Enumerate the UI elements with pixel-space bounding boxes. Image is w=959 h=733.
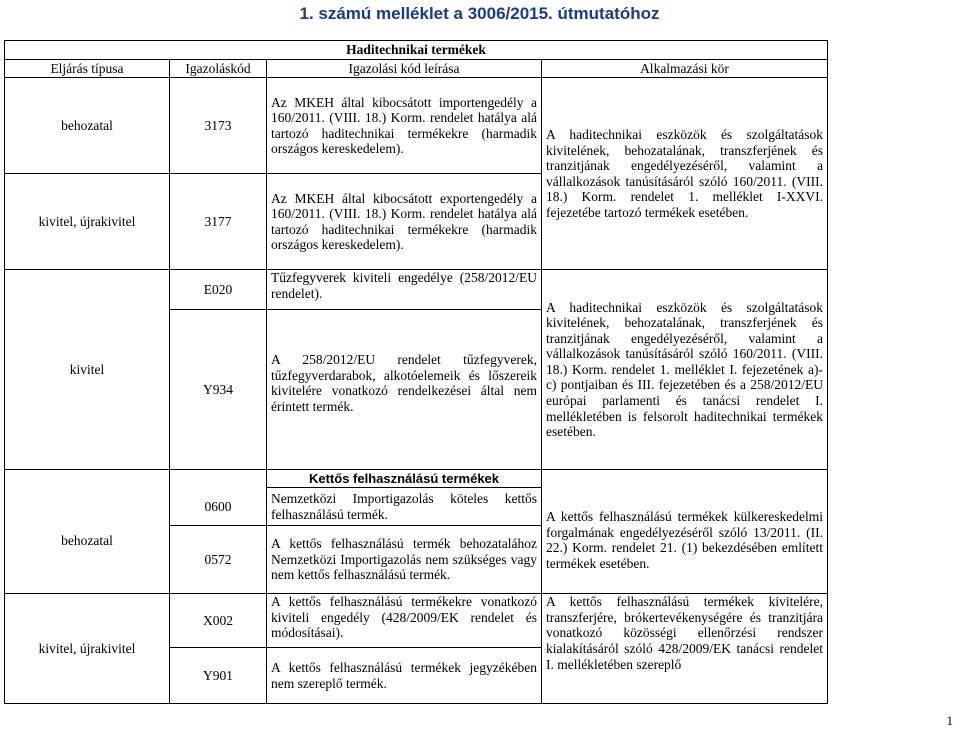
code-value: 3177 <box>170 174 267 270</box>
table-row <box>5 78 828 174</box>
code-description: A kettős felhasználású termékek jegyzékében nem szereplő termék. <box>267 648 542 704</box>
code-description: Nemzetközi Importigazolás köteles kettős felhasználású termék. <box>267 488 542 526</box>
empty-cell <box>542 470 828 488</box>
page-number: 1 <box>946 713 953 728</box>
header-code-description: Igazolási kód leírása <box>267 59 542 78</box>
code-value: E020 <box>170 270 267 310</box>
empty-cell <box>170 470 267 488</box>
section-row-dual-use <box>5 470 828 488</box>
code-value: 0600 <box>170 488 267 526</box>
codes-table <box>4 40 828 704</box>
table-row <box>5 594 828 648</box>
header-procedure-type: Eljárás típusa <box>5 59 170 78</box>
header-scope: Alkalmazási kör <box>542 59 828 78</box>
section-title-military: Haditechnikai termékek <box>5 41 828 60</box>
scope-text: A haditechnikai eszközök és szolgáltatások kivitelének, behozatalának, transzferjének és tranzitjának engedélyezéséről, valamint a vállalkozások tanúsításáról szóló 160/2011. (VIII. 18.) Korm. rendelet 1. melléklet I-XXVI. fejezetébe tartozó termékek esetében. <box>542 78 828 270</box>
code-description: Az MKEH által kibocsátott importengedély a 160/2011. (VIII. 18.) Korm. rendelet hatálya alá tartozó haditechnikai termékekre (harmadik országos kereskedelem). <box>267 78 542 174</box>
section-title-dual-use: Kettős felhasználású termékek <box>267 470 542 488</box>
procedure-type: kivitel, újrakivitel <box>5 594 170 704</box>
code-value: Y901 <box>170 648 267 704</box>
code-description: Tűzfegyverek kiviteli engedélye (258/2012/EU rendelet). <box>267 270 542 310</box>
empty-cell <box>5 470 170 488</box>
procedure-type: behozatal <box>5 488 170 594</box>
procedure-type: kivitel, újrakivitel <box>5 174 170 270</box>
procedure-type: kivitel <box>5 270 170 470</box>
table-row <box>5 270 828 310</box>
code-value: 3173 <box>170 78 267 174</box>
document-title: 1. számú melléklet a 3006/2015. útmutatóhoz <box>299 4 660 23</box>
scope-text: A kettős felhasználású termékek kivitelére, transzferjére, brókertevékenységére és tranzitjára vonatkozó közösségi ellenőrzési rendszer kialakításáról szóló 428/2009/EK tanácsi rendelet I. mellékletében szereplő <box>542 594 828 704</box>
procedure-type: behozatal <box>5 78 170 174</box>
header-row <box>5 59 828 78</box>
code-value: X002 <box>170 594 267 648</box>
code-value: 0572 <box>170 526 267 594</box>
header-code: Igazoláskód <box>170 59 267 78</box>
section-row-military <box>5 41 828 60</box>
table-row <box>5 488 828 526</box>
code-description: A kettős felhasználású termék behozatalához Nemzetközi Importigazolás nem szükséges vagy nem kettős felhasználású termék. <box>267 526 542 594</box>
code-description: Az MKEH által kibocsátott exportengedély a 160/2011. (VIII. 18.) Korm. rendelet hatálya alá tartozó haditechnikai termékekre (harmadik országos kereskedelem). <box>267 174 542 270</box>
code-description: A kettős felhasználású termékekre vonatkozó kiviteli engedély (428/2009/EK rendelet és módosításai). <box>267 594 542 648</box>
code-value: Y934 <box>170 310 267 470</box>
code-description: A 258/2012/EU rendelet tűzfegyverek, tűzfegyverdarabok, alkotóelemeik és lőszereik kivitelére vonatkozó rendelkezései által nem érintett termék. <box>267 310 542 470</box>
scope-text: A kettős felhasználású termékek külkereskedelmi forgalmának engedélyezéséről szóló 13/2011. (II. 22.) Korm. rendelet 21. (1) bekezdésében említett termékek esetében. <box>542 488 828 594</box>
scope-text: A haditechnikai eszközök és szolgáltatások kivitelének, behozatalának, transzferjének és tranzitjának engedélyezéséről, valamint a vállalkozások tanúsításáról szóló 160/2011. (VIII. 18.) Korm. rendelet 1. melléklet I. fejezetének a)-c) pontjaiban és III. fejezetében és a 258/2012/EU európai parlamenti és tanácsi rendelet I. mellékletében is felsorolt haditechnikai termékek esetében. <box>542 270 828 470</box>
